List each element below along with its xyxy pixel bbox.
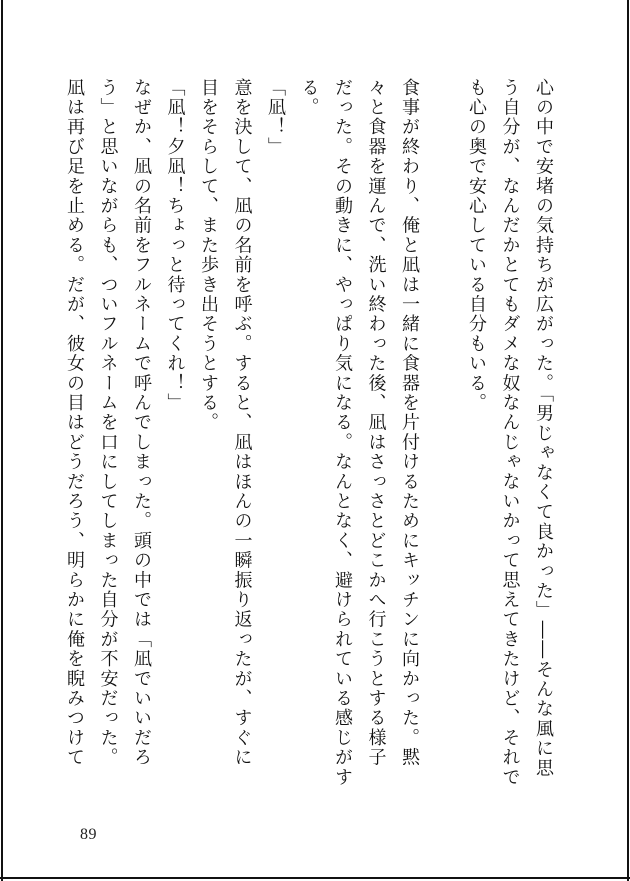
dialogue-line: 「凪！夕凪！ちょっと待ってくれ！」 — [164, 78, 186, 413]
text-line: 食事が終わり、俺と凪は一緒に食器を片付けるためにキッチンに向かった。黙 — [399, 78, 420, 768]
text-line: う」と思いながらも、ついフルネームを口にしてしまった自分が不安だった。 — [97, 78, 119, 768]
text-line: 目をそらして、また歩き出そうとする。 — [198, 78, 219, 433]
text-line: る。 — [298, 78, 320, 118]
blank-line — [426, 78, 460, 814]
page-left-border — [1, 0, 3, 881]
text-line: なぜか、凪の名前をフルネームで呼んでしまった。頭の中では「凪でいいだろ — [131, 78, 152, 768]
text-line: も心の奥で安心している自分もいる。 — [466, 78, 487, 413]
text-line: 心の中で安堵の気持ちが広がった。「男じゃなくて良かった」――そんな風に思 — [533, 78, 554, 779]
text-line: 意を決して、凪の名前を呼ぶ。すると、凪はほんの一瞬振り返ったが、すぐに — [231, 78, 253, 768]
text-line: 凪は再び足を止める。だが、彼女の目はどうだろう、明らかに俺を睨みつけて — [64, 78, 85, 768]
page-right-border — [627, 0, 629, 881]
dialogue-line: 「凪！」 — [265, 78, 286, 157]
page-number: 89 — [80, 826, 97, 843]
text-line: 々と食器を運んで、洗い終わった後、凪はさっさとどこかへ行こうとする様子 — [365, 78, 387, 768]
vertical-text-body — [58, 78, 561, 814]
text-line: だった。その動きに、やっぱり気になる。なんとなく、避けられている感じがす — [332, 78, 353, 788]
text-line: う自分が、なんだかとてもダメな奴なんじゃないかって思えてきたけど、それで — [499, 78, 521, 788]
page-bottom-border — [0, 877, 630, 879]
